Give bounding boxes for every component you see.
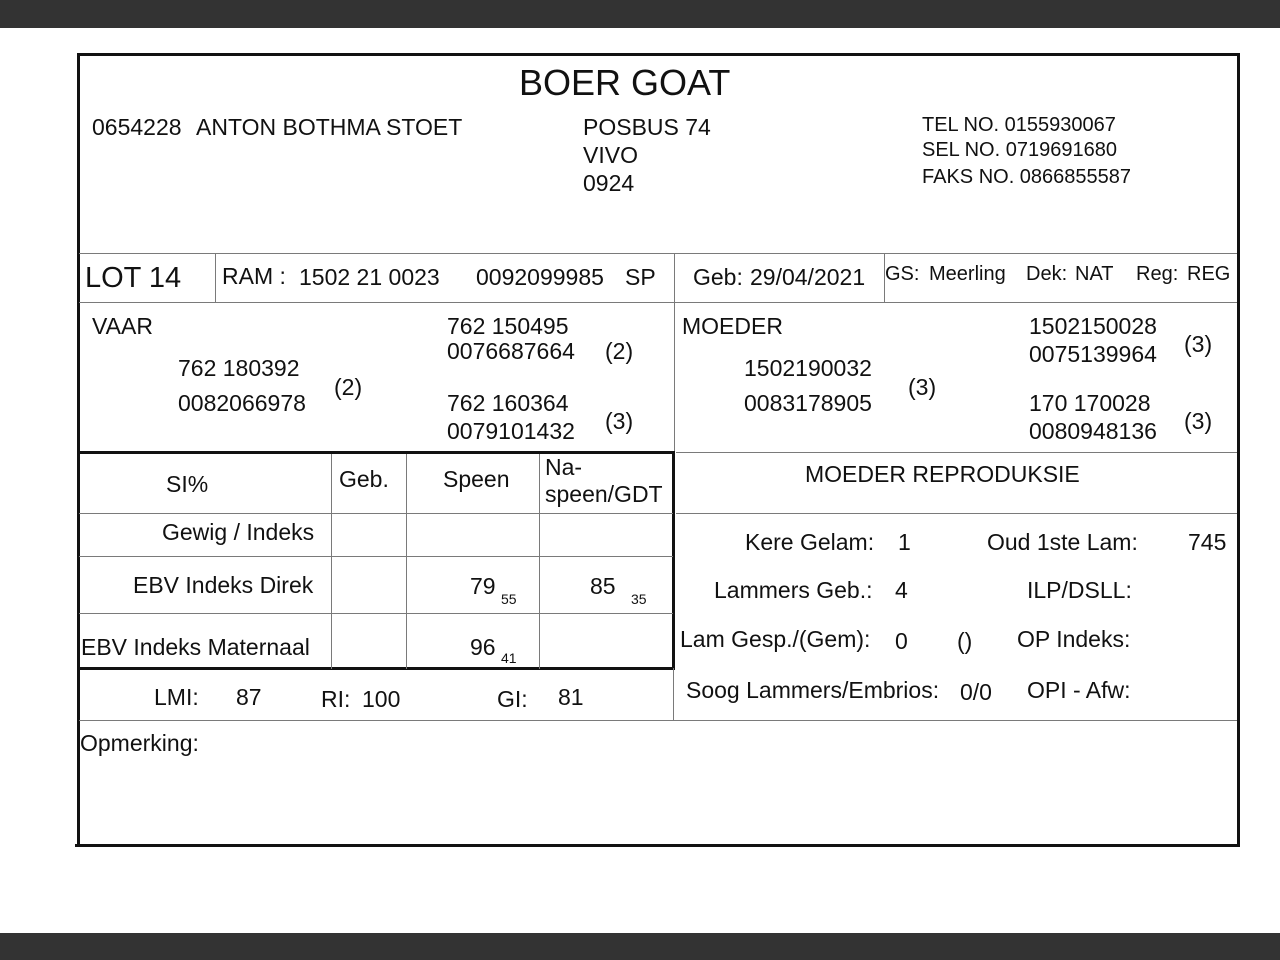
dam-granddam-grade: (3) bbox=[1184, 408, 1213, 434]
sire-granddam-id: 762 160364 bbox=[447, 390, 569, 416]
ri-label: RI: bbox=[321, 686, 351, 712]
lammers-geb-value: 4 bbox=[895, 577, 908, 603]
header-si-percent: SI% bbox=[166, 471, 209, 497]
table-top-border bbox=[79, 451, 675, 454]
sire-granddam-registration: 0079101432 bbox=[447, 418, 575, 444]
lam-gesp-label: Lam Gesp./(Gem): bbox=[680, 626, 871, 652]
header-geb: Geb. bbox=[339, 466, 389, 492]
dam-grandsire-grade: (3) bbox=[1184, 331, 1213, 357]
ram-label: RAM : bbox=[222, 263, 286, 289]
direk-naspeen-accuracy: 35 bbox=[631, 591, 647, 607]
op-indeks-label: OP Indeks: bbox=[1017, 626, 1131, 652]
table-row-divider-2 bbox=[79, 556, 673, 557]
opi-afw-label: OPI - Afw: bbox=[1027, 677, 1131, 703]
direk-speen-value: 79 bbox=[470, 573, 496, 599]
table-col-divider-3 bbox=[539, 454, 540, 669]
direk-speen-accuracy: 55 bbox=[501, 591, 517, 607]
top-frame-bar bbox=[0, 0, 1280, 28]
faks-number: FAKS NO. 0866855587 bbox=[922, 166, 1132, 188]
table-row-divider-3 bbox=[79, 613, 673, 614]
dam-id: 1502190032 bbox=[744, 355, 872, 381]
divider-lot-bottom bbox=[79, 302, 1237, 303]
gs-value: Meerling bbox=[929, 263, 1006, 285]
birth-date-label: Geb: bbox=[693, 264, 743, 290]
row-label-maternaal: EBV Indeks Maternaal bbox=[81, 634, 310, 660]
divider-lot-1 bbox=[215, 253, 216, 303]
sire-registration: 0082066978 bbox=[178, 390, 306, 416]
lam-gesp-average: () bbox=[957, 628, 973, 654]
address-line-3: 0924 bbox=[583, 170, 635, 196]
dam-granddam-registration: 0080948136 bbox=[1029, 418, 1157, 444]
address-line-2: VIVO bbox=[583, 142, 638, 168]
reg-label: Reg: bbox=[1136, 263, 1179, 285]
lmi-label: LMI: bbox=[154, 684, 199, 710]
sire-label: VAAR bbox=[92, 313, 153, 339]
dam-registration: 0083178905 bbox=[744, 390, 872, 416]
dek-label: Dek: bbox=[1026, 263, 1068, 285]
sel-number: SEL NO. 0719691680 bbox=[922, 139, 1117, 161]
maternaal-speen-accuracy: 41 bbox=[501, 650, 517, 666]
divider-repro-top bbox=[676, 452, 1237, 453]
ilp-dsll-label: ILP/DSLL: bbox=[1027, 577, 1132, 603]
lammers-geb-label: Lammers Geb.: bbox=[714, 577, 873, 603]
lam-gesp-value: 0 bbox=[895, 628, 908, 654]
dek-value: NAT bbox=[1075, 263, 1114, 285]
header-speen: Speen bbox=[443, 466, 510, 492]
ram-registration: 0092099985 bbox=[476, 264, 604, 290]
sire-id: 762 180392 bbox=[178, 355, 300, 381]
gi-value: 81 bbox=[558, 684, 584, 710]
kere-gelam-label: Kere Gelam: bbox=[745, 529, 875, 555]
address-line-1: POSBUS 74 bbox=[583, 114, 711, 140]
table-col-divider-2 bbox=[406, 454, 407, 669]
ri-value: 100 bbox=[362, 686, 401, 712]
divider-repro-left bbox=[673, 668, 674, 720]
divider-pedigree bbox=[674, 302, 675, 452]
dam-granddam-id: 170 170028 bbox=[1029, 390, 1151, 416]
table-bottom-border bbox=[79, 667, 675, 670]
frame-left-border bbox=[77, 53, 80, 847]
direk-naspeen-value: 85 bbox=[590, 573, 616, 599]
ram-class: SP bbox=[625, 264, 656, 290]
sire-granddam-grade: (3) bbox=[605, 408, 634, 434]
frame-right-border bbox=[1237, 53, 1240, 847]
soog-lammers-value: 0/0 bbox=[960, 679, 992, 705]
remarks-label: Opmerking: bbox=[80, 730, 199, 756]
table-right-border bbox=[672, 451, 675, 670]
table-col-divider-1 bbox=[331, 454, 332, 669]
birth-date: 29/04/2021 bbox=[750, 264, 866, 290]
gs-label: GS: bbox=[885, 263, 920, 285]
tel-number: TEL NO. 0155930067 bbox=[922, 114, 1116, 136]
lmi-value: 87 bbox=[236, 684, 262, 710]
divider-lot-top bbox=[79, 253, 1237, 254]
sire-grandsire-registration: 0076687664 bbox=[447, 338, 575, 364]
card-title: BOER GOAT bbox=[519, 62, 731, 103]
gi-label: GI: bbox=[497, 686, 528, 712]
lot-number: LOT 14 bbox=[85, 262, 182, 294]
reg-value: REG bbox=[1187, 263, 1231, 285]
dam-grandsire-registration: 0075139964 bbox=[1029, 341, 1157, 367]
breeder-code: 0654228 bbox=[92, 114, 182, 140]
row-label-direk: EBV Indeks Direk bbox=[133, 572, 314, 598]
oud-1ste-lam-value: 745 bbox=[1188, 529, 1227, 555]
divider-repro-title bbox=[676, 513, 1237, 514]
soog-lammers-label: Soog Lammers/Embrios: bbox=[686, 677, 940, 703]
dam-grade: (3) bbox=[908, 374, 937, 400]
frame-top-border bbox=[77, 53, 1240, 56]
frame-bottom-border bbox=[75, 844, 1238, 847]
sire-grandsire-id: 762 150495 bbox=[447, 313, 569, 339]
header-naspeen-line-2: speen/GDT bbox=[545, 481, 663, 507]
bottom-frame-bar bbox=[0, 933, 1280, 960]
ram-id: 1502 21 0023 bbox=[299, 264, 440, 290]
kere-gelam-value: 1 bbox=[898, 529, 911, 555]
sire-grade: (2) bbox=[334, 374, 363, 400]
header-naspeen-line-1: Na- bbox=[545, 454, 583, 480]
table-row-divider-1 bbox=[79, 513, 673, 514]
divider-remarks bbox=[79, 720, 1237, 721]
sire-grandsire-grade: (2) bbox=[605, 338, 634, 364]
divider-lot-2 bbox=[674, 253, 675, 303]
dam-grandsire-id: 1502150028 bbox=[1029, 313, 1157, 339]
breeder-name: ANTON BOTHMA STOET bbox=[196, 114, 463, 140]
row-label-gewig: Gewig / Indeks bbox=[162, 519, 315, 545]
oud-1ste-lam-label: Oud 1ste Lam: bbox=[987, 529, 1138, 555]
repro-title: MOEDER REPRODUKSIE bbox=[805, 461, 1080, 487]
dam-label: MOEDER bbox=[682, 313, 783, 339]
maternaal-speen-value: 96 bbox=[470, 634, 496, 660]
